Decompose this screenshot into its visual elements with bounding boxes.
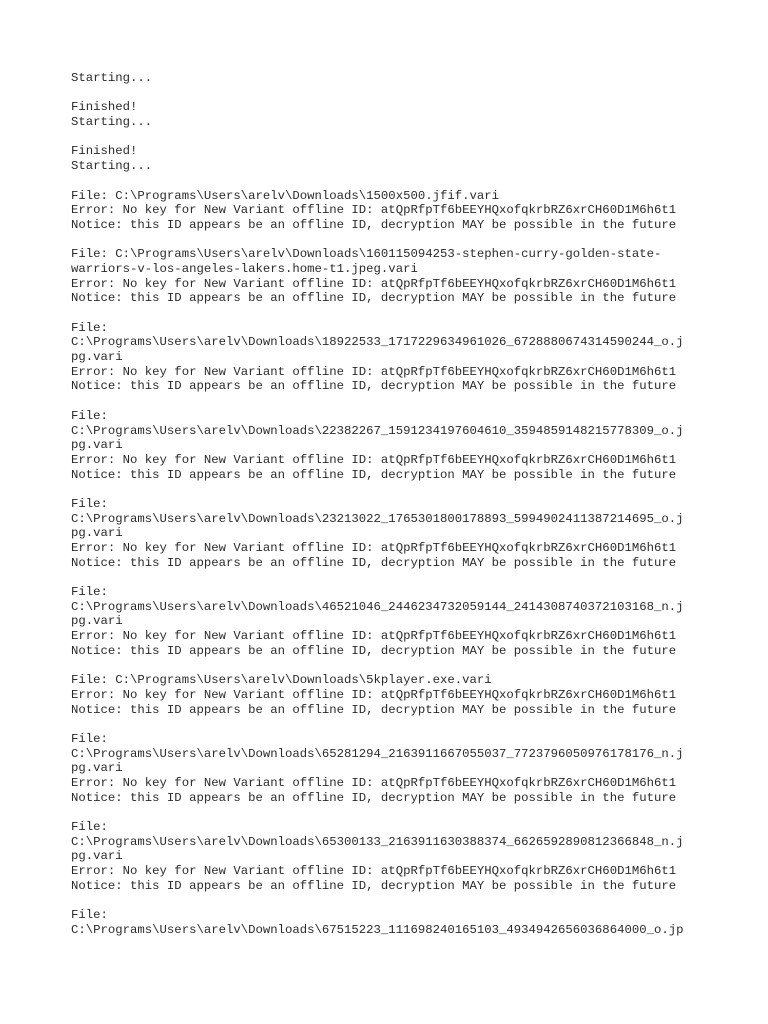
status-starting-line: Starting... <box>71 71 153 85</box>
error-line: Error: No key for New Variant offline ID: atQpRfpTf6bEEYHQxofqkrbRZ6xrCH60D1M6h6t1 <box>71 203 677 218</box>
blank-line <box>71 570 721 585</box>
blank-line <box>71 86 721 101</box>
notice-line: Notice: this ID appears be an offline ID, decryption MAY be possible in the future <box>71 291 677 306</box>
error-line: Error: No key for New Variant offline ID: atQpRfpTf6bEEYHQxofqkrbRZ6xrCH60D1M6h6t1 <box>71 364 677 379</box>
status-finished-line: Finished! <box>71 144 138 159</box>
file-path-line: pg.vari <box>71 526 123 541</box>
error-line: Error: No key for New Variant offline ID: atQpRfpTf6bEEYHQxofqkrbRZ6xrCH60D1M6h6t1 <box>71 687 677 702</box>
file-path-line: pg.vari <box>71 849 123 864</box>
file-path-line: pg.vari <box>71 614 123 629</box>
file-line: File: <box>71 820 108 835</box>
file-line: File: <box>71 585 108 600</box>
error-line: Error: No key for New Variant offline ID: atQpRfpTf6bEEYHQxofqkrbRZ6xrCH60D1M6h6t1 <box>71 776 677 790</box>
file-path-line: warriors-v-los-angeles-lakers.home-t1.jpeg.vari <box>71 261 418 276</box>
file-line: File: <box>71 496 108 511</box>
file-line: File: <box>71 320 108 335</box>
notice-line: Notice: this ID appears be an offline ID, decryption MAY be possible in the future <box>71 379 677 394</box>
notice-line: Notice: this ID appears be an offline ID, decryption MAY be possible in the future <box>71 790 677 805</box>
notice-line: Notice: this ID appears be an offline ID, decryption MAY be possible in the future <box>71 217 677 232</box>
file-line: File: <box>71 731 108 746</box>
file-path-line: C:\Programs\Users\arelv\Downloads\65281294_2163911667055037_7723796050976178176_n.j <box>71 746 684 761</box>
blank-line <box>71 130 721 145</box>
file-path-line: C:\Programs\Users\arelv\Downloads\46521046_2446234732059144_2414308740372103168_n.j <box>71 599 684 614</box>
status-starting-line: Starting... <box>71 159 153 174</box>
file-path-line: C:\Programs\Users\arelv\Downloads\18922533_1717229634961026_6728880674314590244_o.j <box>71 335 684 350</box>
error-line: Error: No key for New Variant offline ID: atQpRfpTf6bEEYHQxofqkrbRZ6xrCH60D1M6h6t1 <box>71 629 677 644</box>
blank-line <box>71 394 721 409</box>
error-line: Error: No key for New Variant offline ID: atQpRfpTf6bEEYHQxofqkrbRZ6xrCH60D1M6h6t1 <box>71 864 677 879</box>
file-line: File: <box>71 908 108 923</box>
blank-line <box>71 805 721 820</box>
status-starting-line: Starting... <box>71 115 153 130</box>
file-path-line: pg.vari <box>71 350 123 365</box>
file-path-line: C:\Programs\Users\arelv\Downloads\67515223_111698240165103_4934942656036864000_o.jp <box>71 922 684 937</box>
file-path-line: C:\Programs\Users\arelv\Downloads\22382267_1591234197604610_3594859148215778309_o.j <box>71 423 684 438</box>
file-line: File: C:\Programs\Users\arelv\Downloads\5kplayer.exe.vari <box>71 673 492 688</box>
file-path-line: C:\Programs\Users\arelv\Downloads\65300133_2163911630388374_6626592890812366848_n.j <box>71 834 684 849</box>
log-output <box>71 71 721 938</box>
file-line: File: <box>71 408 108 423</box>
blank-line <box>71 482 721 497</box>
file-path-line: pg.vari <box>71 761 123 776</box>
notice-line: Notice: this ID appears be an offline ID, decryption MAY be possible in the future <box>71 643 677 658</box>
file-path-line: pg.vari <box>71 438 123 453</box>
error-line: Error: No key for New Variant offline ID: atQpRfpTf6bEEYHQxofqkrbRZ6xrCH60D1M6h6t1 <box>71 541 677 555</box>
notice-line: Notice: this ID appears be an offline ID, decryption MAY be possible in the future <box>71 878 677 893</box>
file-line: File: C:\Programs\Users\arelv\Downloads\160115094253-stephen-curry-golden-state- <box>71 247 662 262</box>
notice-line: Notice: this ID appears be an offline ID, decryption MAY be possible in the future <box>71 555 677 570</box>
blank-line <box>71 894 721 909</box>
blank-line <box>71 717 721 732</box>
blank-line <box>71 174 721 189</box>
notice-line: Notice: this ID appears be an offline ID, decryption MAY be possible in the future <box>71 467 677 482</box>
status-finished-line: Finished! <box>71 100 138 115</box>
notice-line: Notice: this ID appears be an offline ID, decryption MAY be possible in the future <box>71 702 677 717</box>
error-line: Error: No key for New Variant offline ID: atQpRfpTf6bEEYHQxofqkrbRZ6xrCH60D1M6h6t1 <box>71 276 677 291</box>
error-line: Error: No key for New Variant offline ID: atQpRfpTf6bEEYHQxofqkrbRZ6xrCH60D1M6h6t1 <box>71 452 677 467</box>
blank-line <box>71 233 721 248</box>
file-path-line: C:\Programs\Users\arelv\Downloads\23213022_1765301800178893_5994902411387214695_o.j <box>71 511 684 526</box>
blank-line <box>71 659 721 674</box>
file-line: File: C:\Programs\Users\arelv\Downloads\1500x500.jfif.vari <box>71 188 500 203</box>
blank-line <box>71 306 721 321</box>
